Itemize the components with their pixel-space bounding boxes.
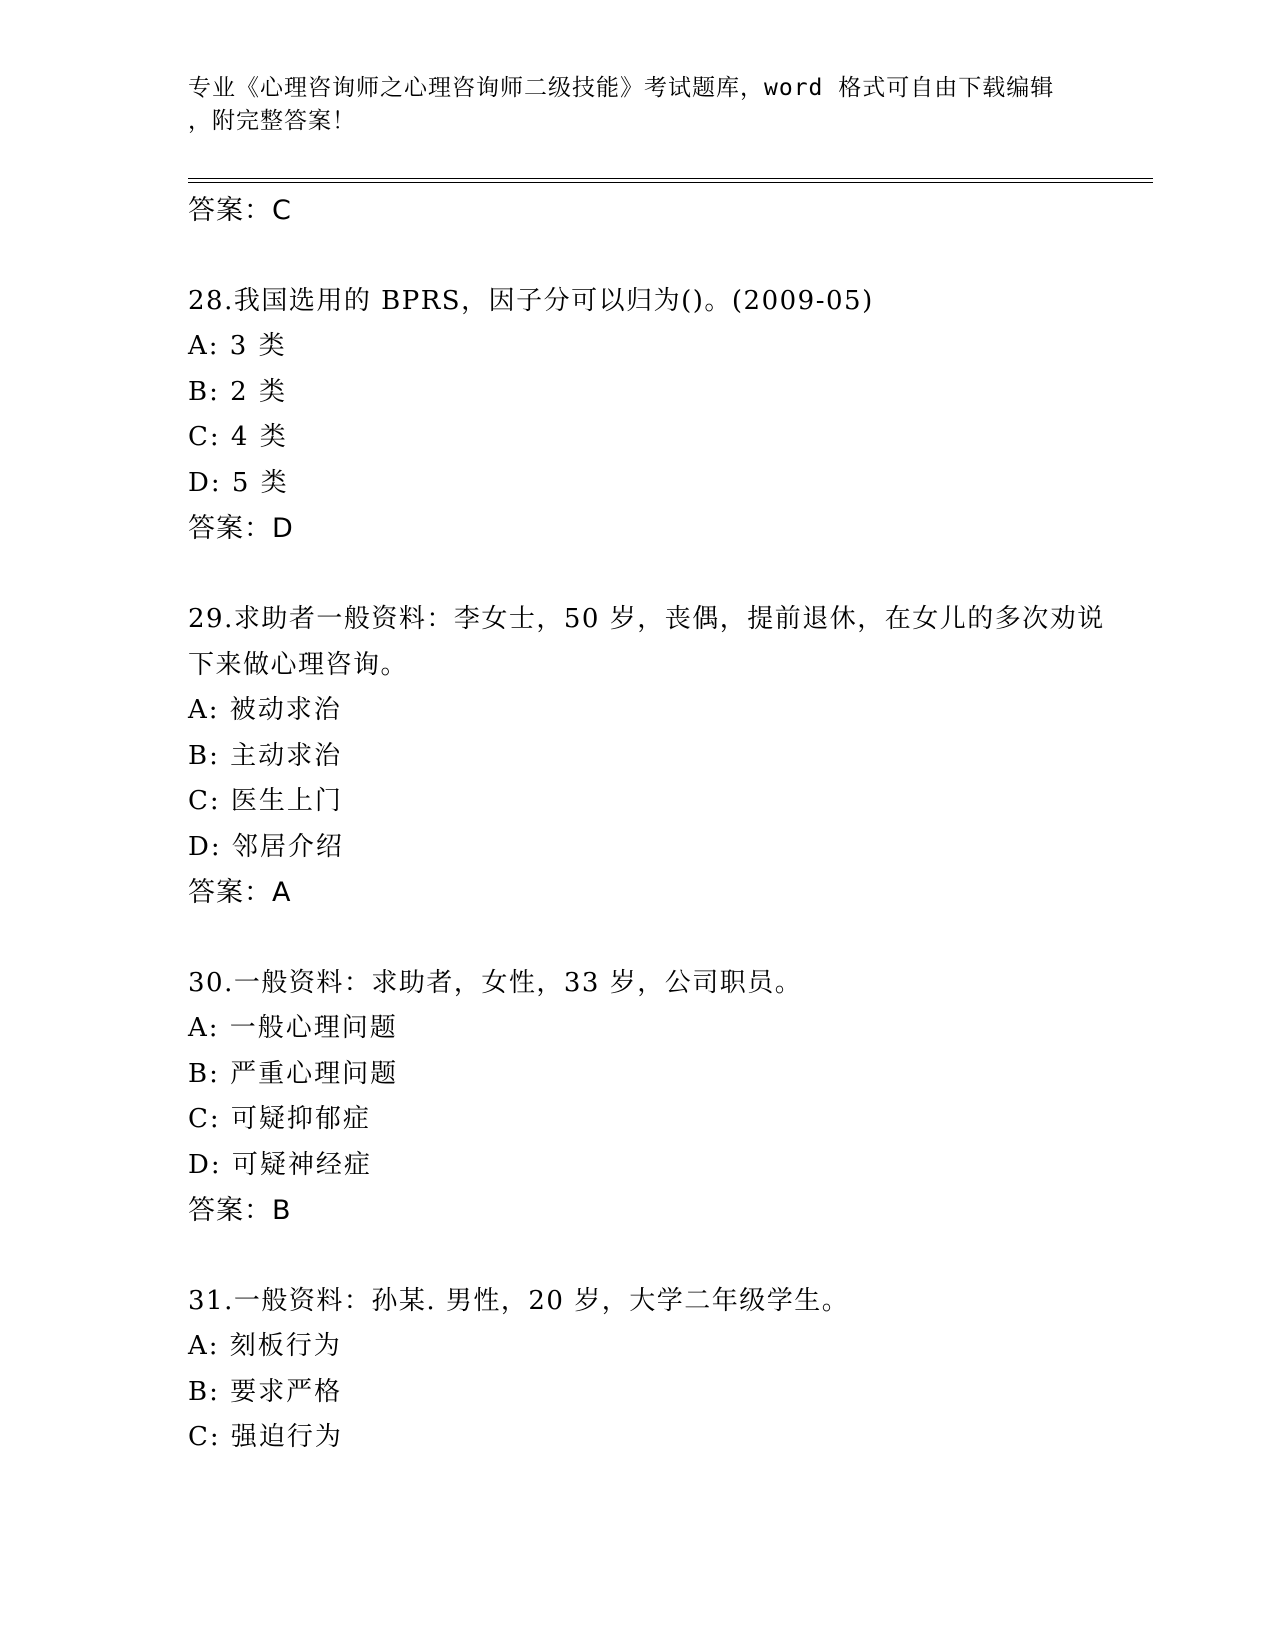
option-d: D: 5 类 [188, 467, 289, 498]
question-title: 30.一般资料：求助者，女性，33 岁，公司职员。 [188, 968, 803, 998]
document-header: 专业《心理咨询师之心理咨询师二级技能》考试题库，word 格式可自由下载编辑 ，附完整答案！ [188, 75, 1055, 134]
question-block [188, 1278, 1108, 1461]
spacer [188, 1234, 1108, 1278]
question-title: 29.求助者一般资料：李女士，50 岁，丧偶，提前退休，在女儿的多次劝说下来做心理咨询。 [188, 604, 1105, 680]
option-a: A: 3 类 [188, 331, 287, 361]
question-block [188, 960, 1108, 1234]
spacer [188, 234, 1108, 278]
option-b: B: 主动求治 [188, 740, 343, 771]
header-rule-thick [188, 178, 1153, 179]
answer-line: 答案：D [188, 513, 294, 544]
question-title: 28.我国选用的 BPRS，因子分可以归为()。(2009-05) [188, 286, 874, 316]
option-d: D: 邻居介绍 [188, 831, 344, 862]
question-content [188, 188, 1108, 1461]
answer-line: 答案：A [188, 877, 292, 908]
option-b: B: 严重心理问题 [188, 1058, 399, 1089]
option-c: C: 4 类 [188, 422, 288, 452]
spacer [188, 552, 1108, 596]
spacer [188, 916, 1108, 960]
question-title: 31.一般资料：孙某. 男性，20 岁，大学二年级学生。 [188, 1286, 850, 1316]
option-b: B: 2 类 [188, 376, 287, 407]
option-a: A: 一般心理问题 [188, 1013, 398, 1043]
option-a: A: 刻板行为 [188, 1331, 342, 1361]
option-d: D: 可疑神经症 [188, 1149, 372, 1180]
option-c: C: 可疑抑郁症 [188, 1104, 371, 1134]
question-block [188, 278, 1108, 552]
answer-line: 答案：B [188, 1195, 292, 1226]
question-block [188, 596, 1108, 916]
option-a: A: 被动求治 [188, 695, 342, 725]
option-b: B: 要求严格 [188, 1376, 343, 1407]
option-c: C: 强迫行为 [188, 1422, 343, 1452]
option-c: C: 医生上门 [188, 786, 343, 816]
header-rule-thin [188, 182, 1153, 183]
answer-line: 答案：C [188, 195, 292, 226]
